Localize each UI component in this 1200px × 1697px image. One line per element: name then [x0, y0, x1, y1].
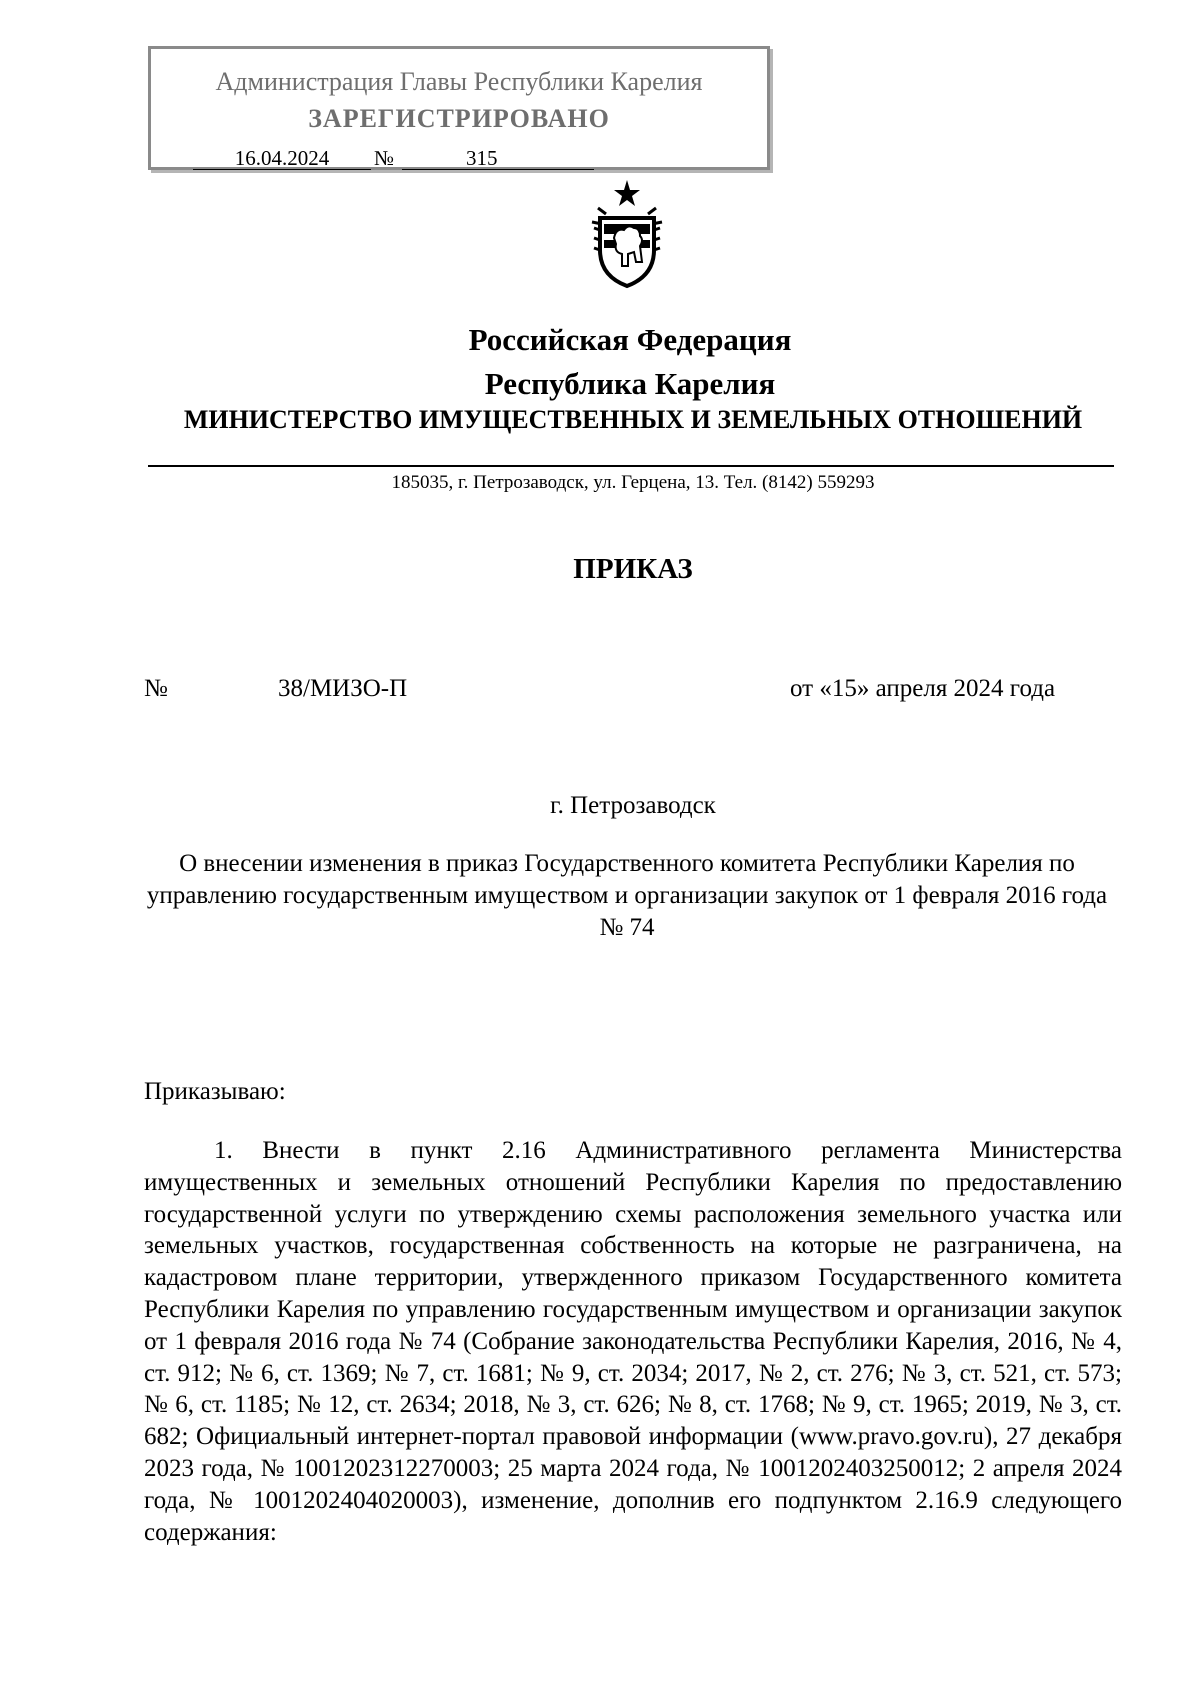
coat-of-arms-karelia-icon — [584, 178, 670, 290]
stamp-number-label: № — [374, 146, 395, 170]
stamp-registered: ЗАРЕГИСТРИРОВАНО — [308, 104, 610, 133]
order-subject: О внесении изменения в приказ Государственного комитета Республики Карелия по управлению государственным имуществом и организации закупок от 1 февраля 2016 года № 74 — [146, 850, 1108, 941]
header-ministry: МИНИСТЕРСТВО ИМУЩЕСТВЕННЫХ И ЗЕМЕЛЬНЫХ ОТНОШЕНИЙ — [183, 405, 1083, 434]
order-number-label: № — [144, 675, 168, 702]
order-city: г. Петрозаводск — [550, 792, 716, 819]
decree-word: Приказываю: — [144, 1078, 286, 1105]
stamp-authority: Администрация Главы Республики Карелия — [215, 67, 703, 96]
header-republic: Республика Карелия — [484, 366, 776, 401]
header-federation: Российская Федерация — [468, 322, 792, 357]
order-date: от «15» апреля 2024 года — [790, 675, 1056, 702]
paragraph-1: 1. Внести в пункт 2.16 Административного регламента Министерства имущественных и земельных отношений Республики Карелия по предоставлению государственной услуги по утверждению схемы расположения земельного участка или земельных участков, государственная собственность на которые не разграничена, на кадастровом плане территории, утвержденного приказом Государственного комитета Республики Карелия по управлению государственным имуществом и организации закупок от 1 февраля 2016 года № 74 (Собрание законодательства Республики Карелия, 2016, № 4, ст. 912; № 6, ст. 1369; № 7, ст. 1681; № 9, ст. 2034; 2017, № 2, ст. 276; № 3, ст. 521, ст. 573; № 6, ст. 1185; № 12, ст. 2634; 2018, № 3, ст. 626; № 8, ст. 1768; № 9, ст. 1965; 2019, № 3, ст. 682; Официальный интернет-портал правовой информации (www.pravo.gov.ru), 27 декабря 2023 года, № 1001202312270003; 25 марта 2024 года, № 1001202403250012; 2 апреля 2024 года, № 1001202404020003), изменение, дополнив его подпунктом 2.16.9 следующего содержания: — [144, 1137, 1122, 1546]
registration-stamp — [148, 46, 770, 170]
ministry-address: 185035, г. Петрозаводск, ул. Герцена, 13. Тел. (8142) 559293 — [391, 472, 875, 493]
stamp-number: 315 — [402, 147, 594, 170]
document-title: ПРИКАЗ — [573, 553, 693, 585]
header-divider — [148, 465, 1114, 467]
order-number: 38/МИЗО-П — [278, 675, 408, 702]
stamp-date: 16.04.2024 — [193, 147, 371, 170]
